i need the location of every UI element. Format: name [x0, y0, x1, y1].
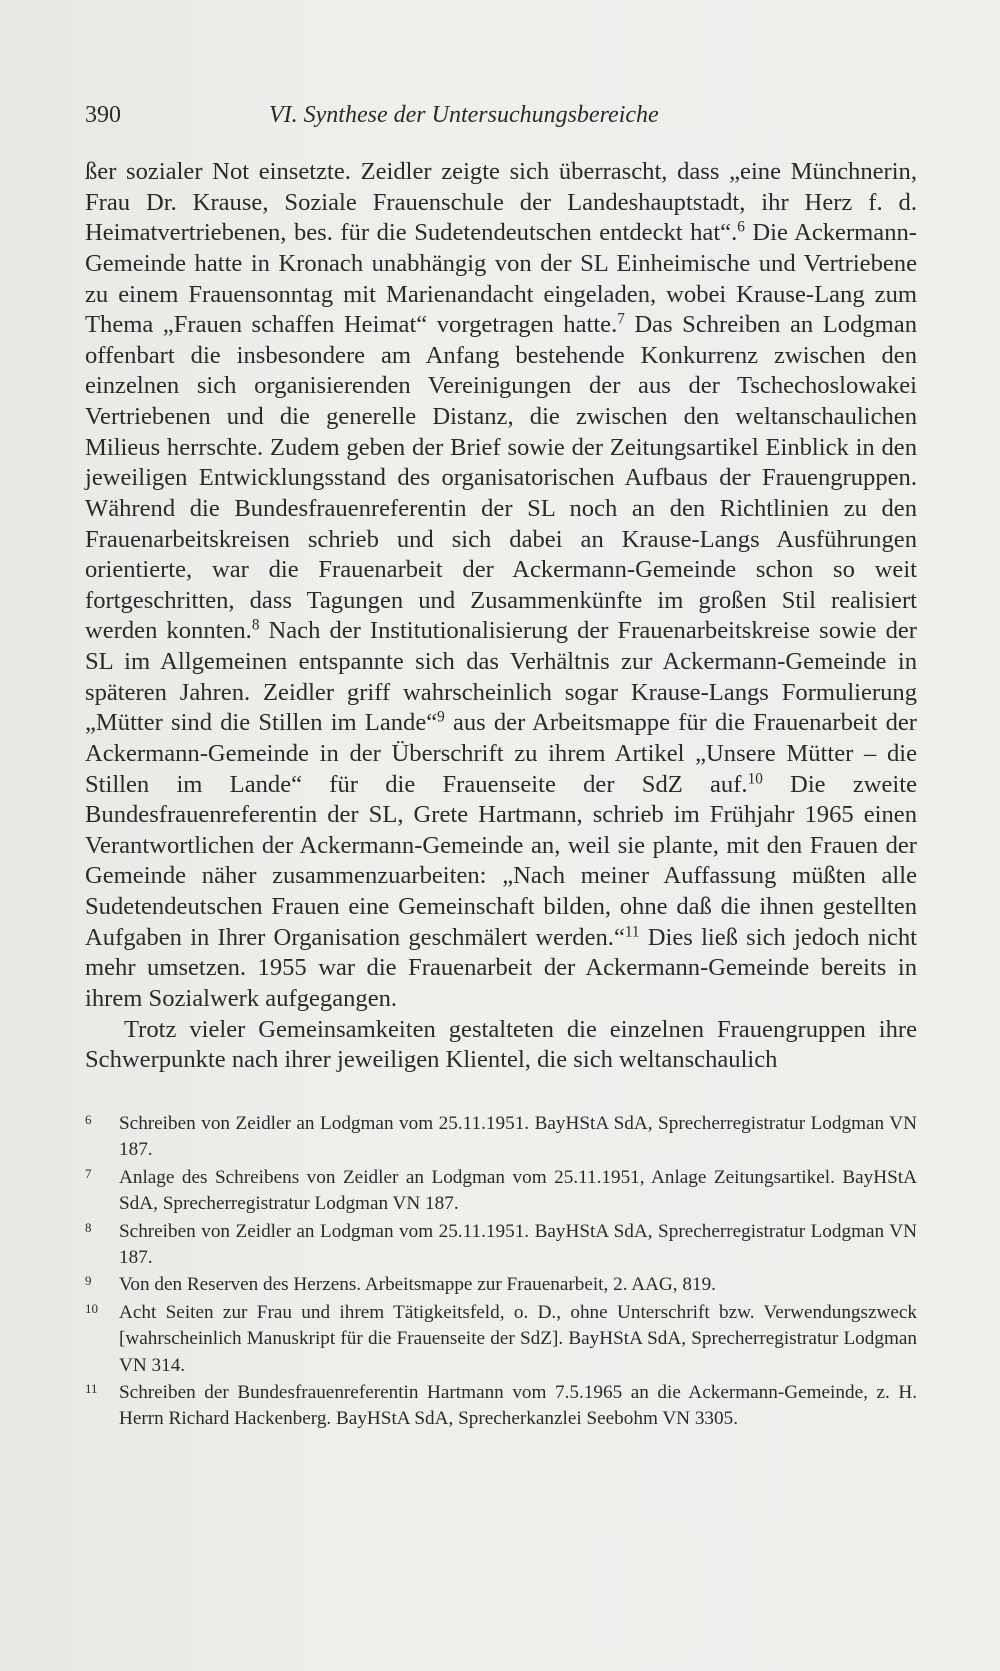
footnote-ref: 11: [624, 923, 640, 941]
main-text: [85, 157, 917, 1076]
footnote-number: 11: [85, 1381, 98, 1397]
footnote-text: Schreiben von Zeidler an Lodgman vom 25.11.1951. BayHStA SdA, Sprecherregistratur Lodgman VN 187.: [119, 1113, 917, 1161]
footnote-text: Acht Seiten zur Frau und ihrem Tätigkeitsfeld, o. D., ohne Unterschrift bzw. Verwendungszweck [wahrscheinlich Manuskript für die Frauenseite der SdZ]. BayHStA SdA, Sprecherregistratur Lodgman VN 314.: [119, 1301, 917, 1376]
footnote-ref: 6: [737, 218, 745, 236]
footnote-ref: 7: [617, 310, 625, 328]
footnote-ref: 9: [437, 708, 445, 726]
footnote: [85, 1111, 917, 1164]
text-run: Nach der Institutionalisierung der Frauenarbeitskreise sowie der SL im Allgemeinen entspannte sich das Verhältnis zur Ackermann-Gemeinde in späteren Jahren. Zeidler griff wahrscheinlich sogar Krause-Langs Formulierung „Mütter sind die Stillen im Lande“: [85, 617, 917, 737]
text-run: Dies ließ sich jedoch nicht mehr umsetzen. 1955 war die Frauenarbeit der Ackermann-Gemeinde bereits in ihrem Sozialwerk aufgegangen.: [85, 923, 917, 1012]
running-head: VI. Synthese der Untersuchungsbereiche: [269, 102, 659, 128]
footnote-number: 10: [85, 1300, 98, 1316]
text-run: ßer sozialer Not einsetzte. Zeidler zeigte sich überrascht, dass „eine Münchnerin, Frau Dr. Krause, Soziale Frauenschule der Landeshauptstadt, ihr Herz f. d. Heimatvertriebenen, bes. für die Sudetendeutschen entdeckt hat“.: [85, 158, 917, 247]
page-header: [85, 98, 885, 132]
footnote: [85, 1300, 917, 1379]
footnote: [85, 1380, 917, 1433]
text-run: Die Ackermann-Gemeinde hatte in Kronach unabhängig von der SL Einheimische und Vertriebene zu einem Frauensonntag mit Marienandacht eingeladen, wobei Krause-Lang zum Thema „Frauen schaffen Heimat“ vorgetragen hatte.: [85, 219, 917, 339]
footnote-number: 6: [85, 1112, 92, 1127]
footnote-text: Schreiben von Zeidler an Lodgman vom 25.11.1951. BayHStA SdA, Sprecherregistratur Lodgman VN 187.: [119, 1220, 917, 1269]
footnote-number: 8: [85, 1219, 92, 1235]
text-run: aus der Arbeitsmappe für die Frauenarbeit der Ackermann-Gemeinde in der Überschrift zu ihrem Artikel „Unsere Mütter – die Stillen im Lande“ für die Frauenseite der SdZ auf.: [85, 709, 917, 798]
footnotes: [85, 1111, 917, 1434]
footnote: [85, 1219, 917, 1272]
footnote-text: Anlage des Schreibens von Zeidler an Lodgman vom 25.11.1951, Anlage Zeitungsartikel. BayHStA SdA, Sprecherregistratur Lodgman VN 187.: [119, 1166, 917, 1215]
footnote: [85, 1165, 917, 1218]
footnote-ref: 8: [251, 617, 260, 634]
paragraph: Trotz vieler Gemeinsamkeiten gestalteten die einzelnen Frauengruppen ihre Schwerpunkte nach ihrer jeweiligen Klientel, die sich weltanschaulich: [85, 1015, 917, 1074]
footnote-text: Von den Reserven des Herzens. Arbeitsmappe zur Frauenarbeit, 2. AAG, 819.: [119, 1274, 716, 1296]
page-number: 390: [85, 102, 121, 128]
text-run: Das Schreiben an Lodgman offenbart die insbesondere am Anfang bestehende Konkurrenz zwischen den einzelnen sich organisierenden Vereinigungen der aus der Tschechoslowakei Vertriebenen und die generelle Distanz, die zwischen den weltanschaulichen Milieus herrschte. Zudem geben der Brief sowie der Zeitungsartikel Einblick in den jeweiligen Entwicklungsstand des organisatorischen Aufbaus der Frauengruppen. Während die Bundesfrauenreferentin der SL noch an den Richtlinien zu den Frauenarbeitskreisen schrieb und sich dabei an Krause-Langs Ausführungen orientierte, war die Frauenarbeit der Ackermann-Gemeinde schon so weit fortgeschritten, dass Tagungen und Zusammenkünfte im großen Stil realisiert werden konnten.: [85, 311, 917, 645]
text-run: Die zweite Bundesfrauenreferentin der SL, Grete Hartmann, schrieb im Frühjahr 1965 einen Verantwortlichen der Ackermann-Gemeinde an, weil sie plante, mit den Frauen der Gemeinde näher zusammenzuarbeiten: „Nach meiner Auffassung müßten alle Sudetendeutschen Frauen eine Gemeinschaft bilden, ohne daß die ihnen gestellten Aufgaben in Ihrer Organisation geschmälert werden.“: [85, 770, 917, 951]
footnote-number: 7: [85, 1165, 92, 1181]
footnote-ref: 10: [747, 770, 763, 788]
footnote-number: 9: [85, 1273, 92, 1289]
footnote-text: Schreiben der Bundesfrauenreferentin Hartmann vom 7.5.1965 an die Ackermann-Gemeinde, z. H. Herrn Richard Hackenberg. BayHStA SdA, Sprecherkanzlei Seebohm VN 3305.: [119, 1382, 917, 1430]
footnote: [85, 1272, 917, 1298]
paragraph: [85, 157, 917, 1015]
